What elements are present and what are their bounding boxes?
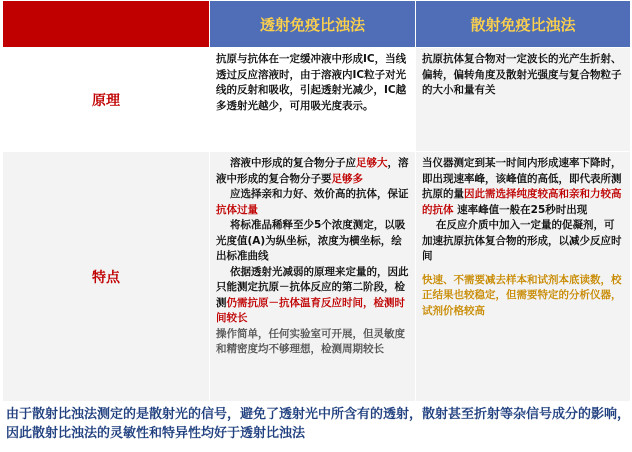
features-nephelometry-text [416,152,630,323]
table-row [3,48,631,152]
feature-paragraph: 将标准品稀释至少5个浓度测定，以吸光度值(A)为纵坐标，浓度为横坐标，绘出标准曲线 [216,219,406,262]
table-row [3,152,631,402]
feature-paragraph: 溶液中形成的复合物分子应足够大，溶液中形成的复合物分子要足够多 [216,157,409,185]
features-turbidimetry-text [210,152,415,362]
header-nephelometry: 散射免疫比浊法 [416,1,631,48]
row-label-features: 特点 [3,152,210,402]
row-label-principle: 原理 [3,48,210,152]
principle-nephelometry-cell [416,48,631,152]
feature-paragraph: 应选择亲和力好、效价高的抗体，保证抗体过量 [216,188,409,216]
feature-paragraph: 在反应介质中加入一定量的促凝剂，可加速抗原抗体复合物的形成，以减少反应时间 [422,219,622,262]
comparison-table [2,0,631,402]
feature-paragraph: 依据透射光减弱的原理来定量的，因此只能测定抗原－抗体反应的第二阶段，检测仍需抗原－抗体温育反应时间，检测时间较长 [216,265,409,324]
feature-paragraph: 操作简单，任何实验室可开展，但灵敏度和精密度均不够理想，检测周期较长 [216,327,405,355]
principle-turbidimetry-cell [210,48,416,152]
feature-paragraph: 当仪器测定到某一时间内形成速率下降时，即出现速率峰，该峰值的高低，即代表所测抗原的量因此需选择纯度较高和亲和力较高的抗体 速率峰值一般在25秒时出现 [422,157,622,216]
conclusion-text: 由于散射比浊法测定的是散射光的信号，避免了透射光中所含有的透射，散射甚至折射等杂信号成分的影响，因此散射比浊法的灵敏性和特异性均好于透射比浊法 [6,407,631,441]
feature-paragraph: 快速、不需要减去样本和试剂本底读数，校正结果也较稳定，但需要特定的分析仪器，试剂价格较高 [422,273,622,317]
header-turbidimetry: 透射免疫比浊法 [210,1,416,48]
features-nephelometry-cell [416,152,631,402]
principle-nephelometry-text: 抗原抗体复合物对一定波长的光产生折射、偏转，偏转角度及散射光强度与复合物粒子的大小和量有关 [422,53,622,96]
header-corner-cell [3,1,210,48]
principle-turbidimetry-text: 抗原与抗体在一定缓冲液中形成IC，当线透过反应溶液时，由于溶液内IC粒子对光线的反射和吸收，引起透射光减少，IC越多透射光越少，可用吸光度表示。 [216,53,407,112]
table-header-row [3,1,631,48]
features-turbidimetry-cell [210,152,416,402]
